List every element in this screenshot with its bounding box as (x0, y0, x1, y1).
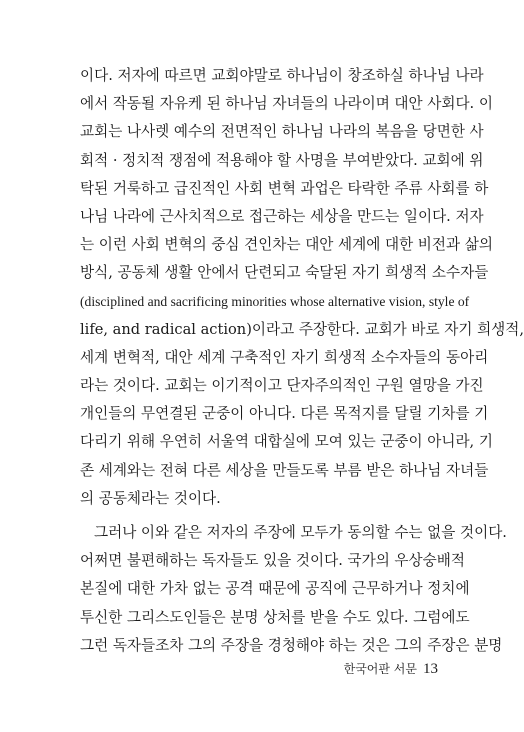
text-line: 어쩌면 불편해하는 독자들도 있을 것이다. 국가의 우상숭배적 (80, 552, 465, 570)
running-title: 한국어판 서문 (343, 662, 417, 676)
text-line: life, and radical action)이라고 주장한다. 교회가 바로 자기 희생적, (80, 320, 524, 338)
text-line: 이다. 저자에 따르면 교회야말로 하나님이 창조하실 하나님 나라 (80, 67, 484, 84)
text-line: 방식, 공동체 생활 안에서 단련되고 숙달된 자기 희생적 소수자들 (80, 264, 489, 282)
page-body (80, 62, 524, 660)
text-line: 탁된 거룩하고 급진적인 사회 변혁 과업은 타락한 주류 사회를 하 (80, 179, 489, 197)
text-line: 라는 것이다. 교회는 이기적이고 단자주의적인 구원 열망을 가진 (80, 377, 484, 395)
text-line: 투신한 그리스도인들은 분명 상처를 받을 수도 있다. 그럼에도 (80, 608, 470, 626)
page-footer (344, 660, 438, 679)
paragraph-2 (80, 519, 507, 660)
text-line: 나님 나라에 근사치적으로 접근하는 세상을 만드는 일이다. 저자 (80, 207, 484, 225)
text-line: 개인들의 무연결된 군중이 아니다. 다른 목적지를 달릴 기차를 기 (80, 405, 489, 423)
paragraph-1 (80, 62, 524, 513)
text-line: 회적 · 정치적 쟁점에 적용해야 할 사명을 부여받았다. 교회에 위 (80, 151, 484, 169)
text-line: 다리기 위해 우연히 서울역 대합실에 모여 있는 군중이 아니라, 기 (80, 433, 493, 451)
text-line: 에서 작동될 자유케 된 하나님 자녀들의 나라이며 대안 사회다. 이 (80, 95, 493, 113)
text-line: 교회는 나사렛 예수의 전면적인 하나님 나라의 복음을 당면한 사 (80, 123, 484, 141)
text-line: 는 이런 사회 변혁의 중심 견인차는 대안 세계에 대한 비전과 삶의 (80, 236, 493, 254)
page-number: 13 (423, 661, 438, 677)
text-line-indented: 그러나 이와 같은 저자의 주장에 모두가 동의할 수는 없을 것이다. (94, 524, 507, 541)
text-line: 세계 변혁적, 대안 세계 구축적인 자기 희생적 소수자들의 동아리 (80, 348, 489, 366)
text-line: 의 공동체라는 것이다. (80, 489, 221, 507)
text-line: 그런 독자들조차 그의 주장을 경청해야 하는 것은 그의 주장은 분명 (80, 636, 503, 654)
text-line-english-quote: (disciplined and sacrificing minorities whose alternative vision, style of (80, 293, 470, 309)
text-line: 본질에 대한 가차 없는 공격 때문에 공직에 근무하거나 정치에 (80, 580, 470, 598)
text-line: 존 세계와는 전혀 다른 세상을 만들도록 부름 받은 하나님 자녀들 (80, 461, 489, 479)
